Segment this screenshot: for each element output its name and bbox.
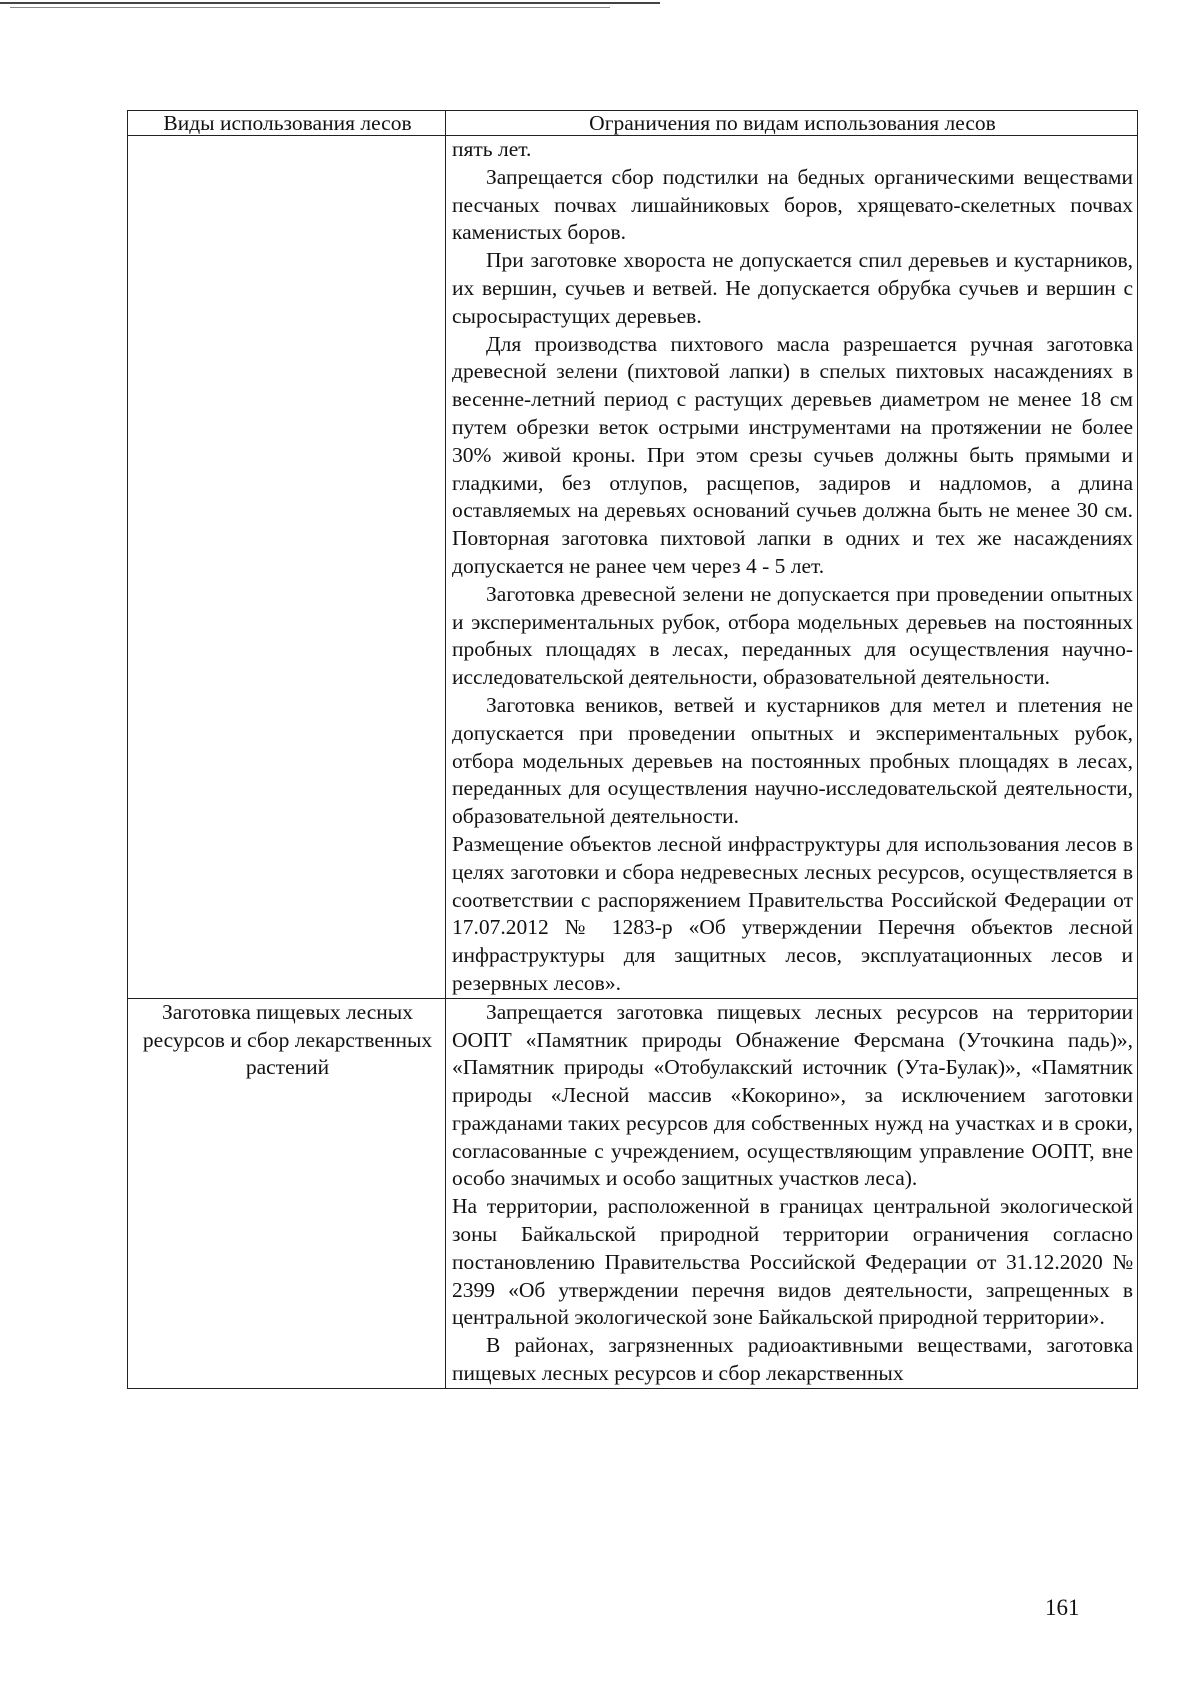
row-use-type bbox=[128, 136, 446, 999]
paragraph: Заготовка древесной зелени не допускается при проведении опытных и экспериментальных рубок, отбора модельных деревьев на постоянных пробных площадях в лесах, переданных для осуществления научно-исследовательской деятельности, образовательной деятельности. bbox=[452, 581, 1133, 690]
row-restrictions bbox=[446, 998, 1138, 1388]
paragraph: При заготовке хвороста не допускается спил деревьев и кустарников, их вершин, сучьев и ветвей. Не допускается обрубка сучьев и вершин с сыросырастущих деревьев. bbox=[452, 248, 1133, 328]
header-forest-use-types: Виды использования лесов bbox=[128, 111, 446, 136]
page-number: 161 bbox=[1045, 1595, 1080, 1620]
paragraph: Размещение объектов лесной инфраструктуры для использования лесов в целях заготовки и сбора недревесных лесных ресурсов, осуществляется в соответствии с распоряжением Правительства Российской Федерации от 17.07.2012 № 1283-р «Об утверждении Перечня объектов лесной инфраструктуры для защитных лесов, эксплуатационных лесов и резервных лесов». bbox=[452, 831, 1133, 995]
paragraph: На территории, расположенной в границах центральной экологической зоны Байкальской природной территории ограничения согласно постановлению Правительства Российской Федерации от 31.12.2020 № 2399 «Об утверждении перечня видов деятельности, запрещенных в центральной экологической зоне Байкальской природной территории». bbox=[452, 1194, 1133, 1330]
header-restrictions: Ограничения по видам использования лесов bbox=[446, 111, 1138, 136]
scan-top-rule bbox=[0, 2, 660, 4]
paragraph: пять лет. bbox=[452, 137, 532, 161]
paragraph: Запрещается заготовка пищевых лесных ресурсов на территории ООПТ «Памятник природы Обнажение Ферсмана (Уточкина падь)», «Памятник природы «Отобулакский источник (Ута-Булак)», «Памятник природы «Лесной массив «Кокорино», за исключением заготовки гражданами таких ресурсов для собственных нужд на участках и в сроки, согласованные с учреждением, осуществляющим управление ООПТ, вне особо значимых и особо защитных участков леса). bbox=[452, 999, 1133, 1191]
paragraph: Заготовка веников, ветвей и кустарников для метел и плетения не допускается при проведении опытных и экспериментальных рубок, отбора модельных деревьев на постоянных пробных площадях в лесах, переданных для осуществления научно-исследовательской деятельности, образовательной деятельности. bbox=[452, 692, 1133, 829]
restrictions-table bbox=[127, 110, 1138, 1389]
table-header-row bbox=[128, 111, 1138, 136]
paragraph: Для производства пихтового масла разрешается ручная заготовка древесной зелени (пихтовой лапки) в спелых пихтовых насаждениях в весенне-летний период с растущих деревьев диаметром не менее 18 см путем обрезки веток острыми инструментами на протяжении не более 30% живой кроны. При этом срезы сучьев должны быть прямыми и гладкими, без отлупов, расщепов, задиров и надломов, а длина оставляемых на деревьях оснований сучьев должна быть не менее 30 см. Повторная заготовка пихтовой лапки в одних и тех же насаждениях допускается не ранее чем через 4 - 5 лет. bbox=[452, 331, 1133, 578]
row-restrictions bbox=[446, 136, 1138, 999]
paragraph: Запрещается сбор подстилки на бедных органическими веществами песчаных почвах лишайниковых боров, хрящевато-скелетных почвах каменистых боров. bbox=[452, 164, 1133, 245]
table-row bbox=[128, 136, 1138, 999]
scan-top-rule-thin bbox=[10, 7, 610, 8]
paragraph: В районах, загрязненных радиоактивными веществами, заготовка пищевых лесных ресурсов и сбор лекарственных bbox=[452, 1333, 1133, 1386]
row-use-type: Заготовка пищевых лесных ресурсов и сбор лекарственных растений bbox=[128, 998, 446, 1388]
table-row bbox=[128, 998, 1138, 1388]
